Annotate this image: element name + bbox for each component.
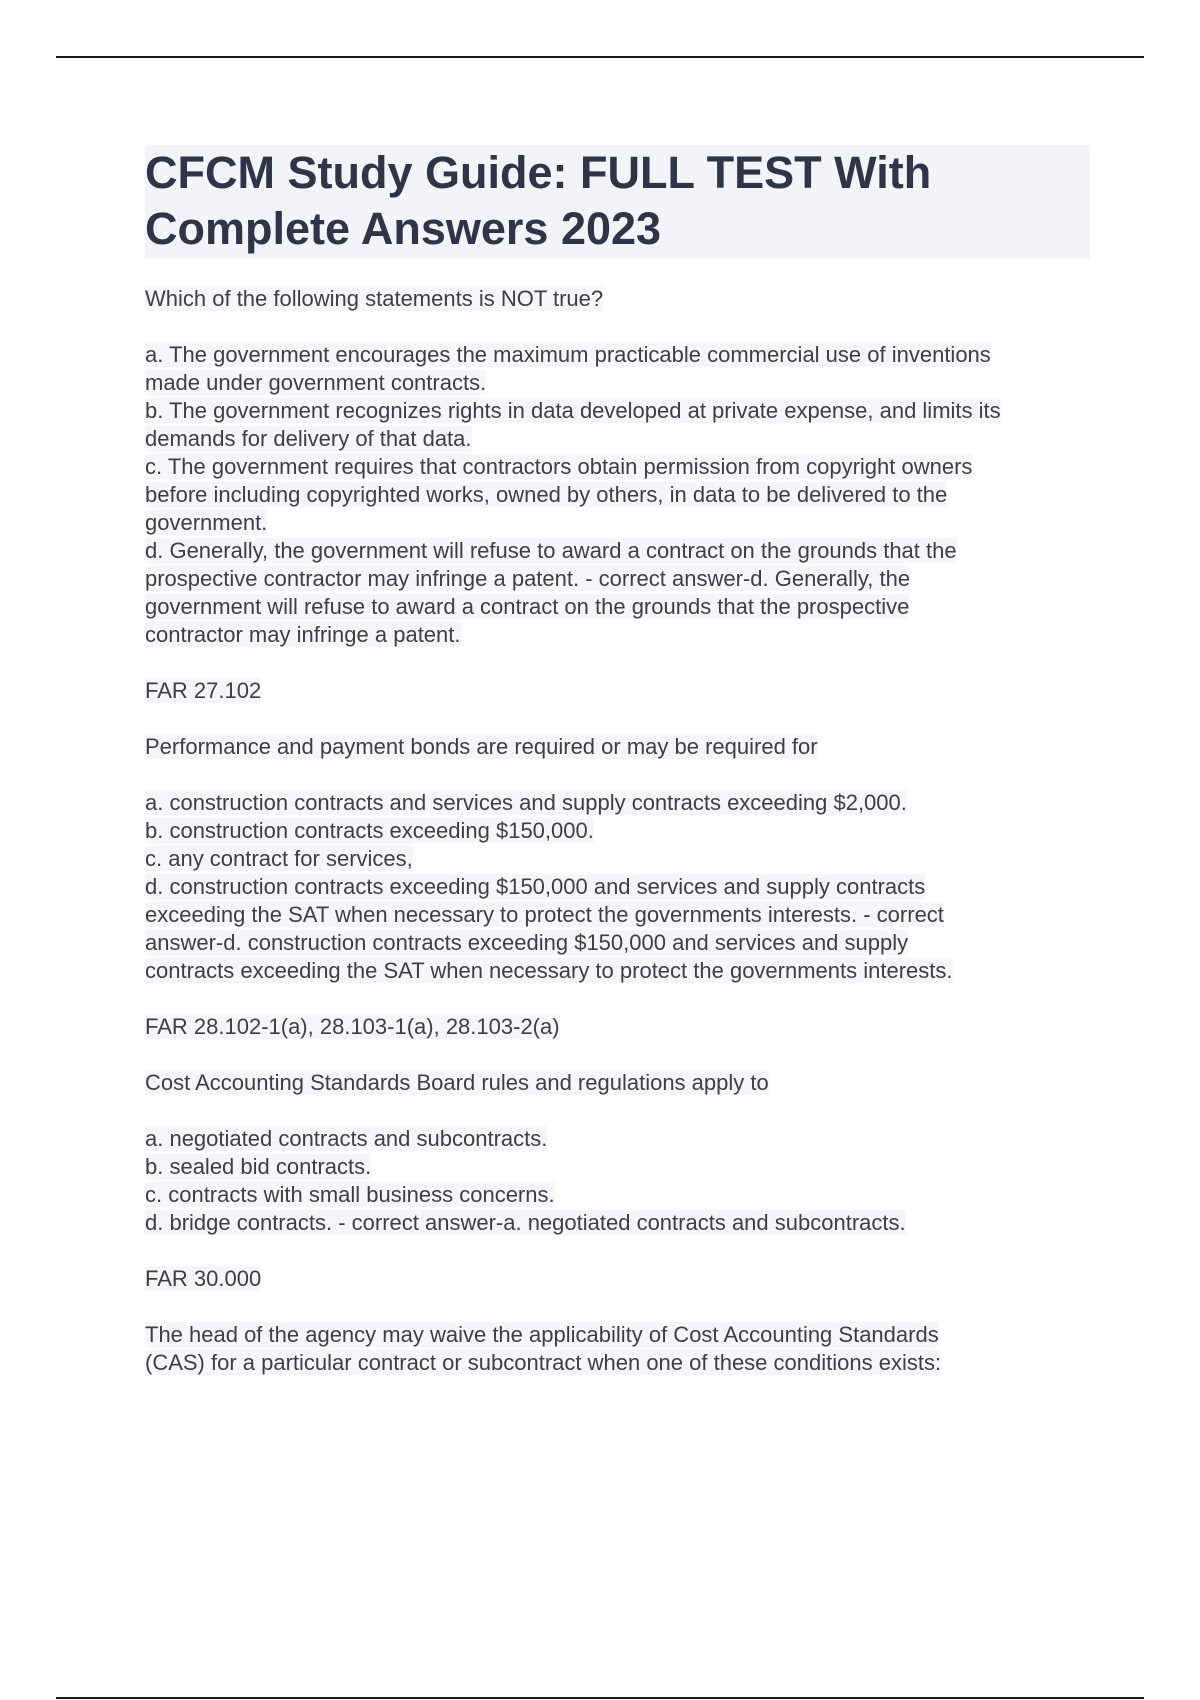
option-line: prospective contractor may infringe a patent. - correct answer-d. Generally, the bbox=[145, 566, 911, 591]
option-line: before including copyrighted works, owned by others, in data to be delivered to the bbox=[145, 482, 948, 507]
option-line: contractor may infringe a patent. bbox=[145, 622, 461, 647]
page-title bbox=[145, 145, 1090, 257]
document-body bbox=[145, 145, 1090, 1377]
option-line: b. The government recognizes rights in data developed at private expense, and limits its bbox=[145, 398, 1001, 423]
question-3-text: Cost Accounting Standards Board rules and regulations apply to bbox=[145, 1070, 769, 1095]
option-line: government. bbox=[145, 510, 268, 535]
option-line: answer-d. construction contracts exceeding $150,000 and services and supply bbox=[145, 930, 909, 955]
option-line: c. contracts with small business concerns. bbox=[145, 1182, 555, 1207]
option-line: government will refuse to award a contract on the grounds that the prospective bbox=[145, 594, 910, 619]
option-line: b. construction contracts exceeding $150,000. bbox=[145, 818, 594, 843]
title-line: Complete Answers 2023 bbox=[145, 203, 662, 254]
option-line: contracts exceeding the SAT when necessary to protect the governments interests. bbox=[145, 958, 953, 983]
question-1-reference: FAR 27.102 bbox=[145, 678, 262, 703]
option-line: c. The government requires that contractors obtain permission from copyright owners bbox=[145, 454, 973, 479]
option-line: exceeding the SAT when necessary to protect the governments interests. - correct bbox=[145, 902, 944, 927]
option-line: d. construction contracts exceeding $150,000 and services and supply contracts bbox=[145, 874, 926, 899]
option-line: d. Generally, the government will refuse to award a contract on the grounds that the bbox=[145, 538, 957, 563]
option-line: b. sealed bid contracts. bbox=[145, 1154, 372, 1179]
option-line: a. construction contracts and services and supply contracts exceeding $2,000. bbox=[145, 790, 907, 815]
option-line: a. negotiated contracts and subcontracts. bbox=[145, 1126, 548, 1151]
option-line: d. bridge contracts. - correct answer-a. negotiated contracts and subcontracts. bbox=[145, 1210, 906, 1235]
question-4-text bbox=[145, 1321, 1090, 1377]
bottom-rule bbox=[56, 1697, 1144, 1699]
question-line: (CAS) for a particular contract or subcontract when one of these conditions exists: bbox=[145, 1350, 942, 1375]
option-line: c. any contract for services, bbox=[145, 846, 413, 871]
question-2-reference: FAR 28.102-1(a), 28.103-1(a), 28.103-2(a) bbox=[145, 1014, 560, 1039]
option-line: demands for delivery of that data. bbox=[145, 426, 472, 451]
question-2-options bbox=[145, 789, 1090, 985]
option-line: a. The government encourages the maximum practicable commercial use of inventions bbox=[145, 342, 991, 367]
title-line: CFCM Study Guide: FULL TEST With bbox=[145, 147, 932, 198]
top-rule bbox=[56, 56, 1144, 58]
title-block bbox=[145, 145, 1090, 259]
question-1-options bbox=[145, 341, 1090, 649]
question-1-text: Which of the following statements is NOT true? bbox=[145, 286, 604, 311]
option-line: made under government contracts. bbox=[145, 370, 487, 395]
question-3-options bbox=[145, 1125, 1090, 1237]
question-line: The head of the agency may waive the applicability of Cost Accounting Standards bbox=[145, 1322, 939, 1347]
question-3-reference: FAR 30.000 bbox=[145, 1266, 262, 1291]
question-2-text: Performance and payment bonds are required or may be required for bbox=[145, 734, 818, 759]
